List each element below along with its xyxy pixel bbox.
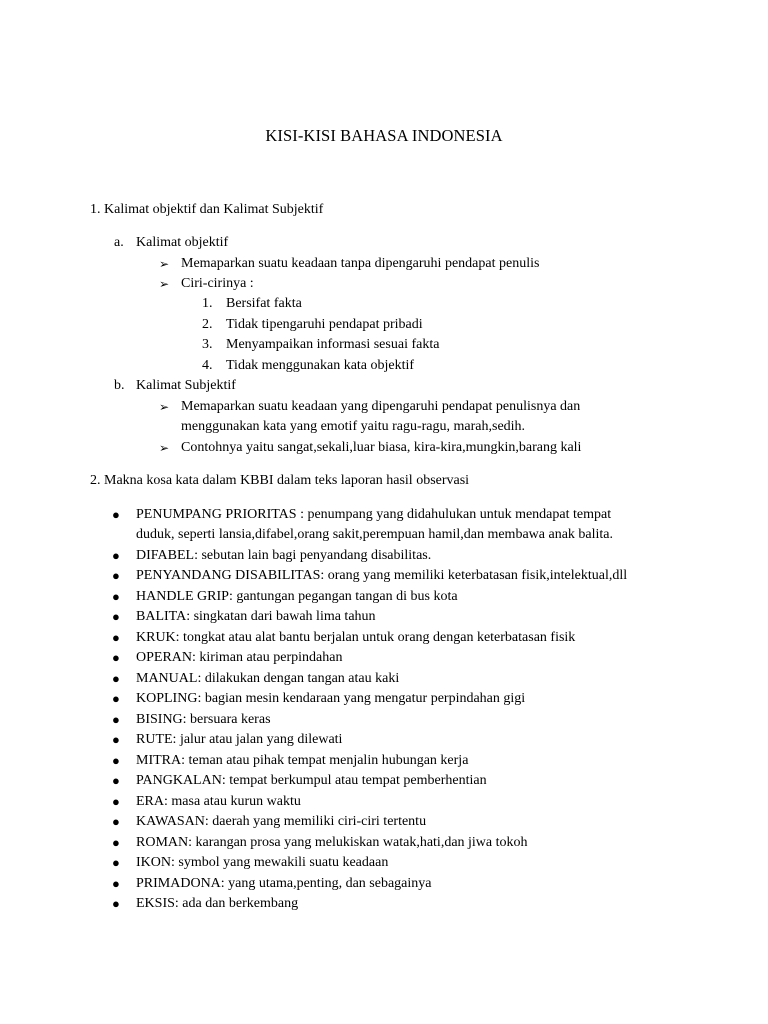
glossary-text: BISING: bersuara keras [136, 712, 271, 727]
glossary-text: ERA: masa atau kurun waktu [136, 794, 301, 809]
bullet-icon: ● [112, 568, 120, 583]
bullet-icon: ● [112, 732, 120, 747]
point-text: Memaparkan suatu keadaan yang dipengaruhi pendapat penulisnya dan [181, 399, 581, 414]
glossary-text: PANGKALAN: tempat berkumpul atau tempat pemberhentian [136, 773, 487, 788]
section-2-heading: 2. Makna kosa kata dalam KBBI dalam teks laporan hasil observasi [90, 473, 470, 488]
item-number: 1. [202, 296, 213, 311]
glossary-text: MITRA: teman atau pihak tempat menjalin hubungan kerja [136, 753, 469, 768]
item-number: 4. [202, 358, 213, 373]
list-marker: a. [114, 235, 124, 250]
bullet-icon: ● [112, 691, 120, 706]
bullet-icon: ● [112, 548, 120, 563]
bullet-icon: ● [112, 630, 120, 645]
point-text: Memaparkan suatu keadaan tanpa dipengaruhi pendapat penulis [181, 256, 540, 271]
glossary-text: KAWASAN: daerah yang memiliki ciri-ciri tertentu [136, 814, 427, 829]
arrow-bullet-icon: ➢ [159, 400, 170, 414]
page-title: KISI-KISI BAHASA INDONESIA [265, 126, 503, 145]
item-text: Tidak tipengaruhi pendapat pribadi [226, 317, 423, 332]
glossary-text: OPERAN: kiriman atau perpindahan [136, 650, 343, 665]
item-text: Menyampaikan informasi sesuai fakta [226, 337, 440, 352]
glossary-text: PENUMPANG PRIORITAS : penumpang yang didahulukan untuk mendapat tempat [136, 507, 612, 522]
item-text: Bersifat fakta [226, 296, 302, 311]
item-number: 3. [202, 337, 213, 352]
arrow-bullet-icon: ➢ [159, 257, 170, 271]
section-1-heading: 1. Kalimat objektif dan Kalimat Subjektif [90, 202, 324, 217]
bullet-icon: ● [112, 650, 120, 665]
glossary-text: PRIMADONA: yang utama,penting, dan sebagainya [136, 876, 432, 891]
bullet-icon: ● [112, 671, 120, 686]
list-item-label: Kalimat Subjektif [136, 378, 236, 393]
glossary-text: KOPLING: bagian mesin kendaraan yang mengatur perpindahan gigi [136, 691, 526, 706]
bullet-icon: ● [112, 814, 120, 829]
arrow-bullet-icon: ➢ [159, 277, 170, 291]
bullet-icon: ● [112, 712, 120, 727]
arrow-bullet-icon: ➢ [159, 441, 170, 455]
bullet-icon: ● [112, 773, 120, 788]
bullet-icon: ● [112, 835, 120, 850]
glossary-text: MANUAL: dilakukan dengan tangan atau kaki [136, 671, 400, 686]
glossary-text: EKSIS: ada dan berkembang [136, 896, 299, 911]
list-marker: b. [114, 378, 125, 393]
point-text: menggunakan kata yang emotif yaitu ragu-ragu, marah,sedih. [181, 419, 526, 434]
point-text: Contohnya yaitu sangat,sekali,luar biasa, kira-kira,mungkin,barang kali [181, 440, 582, 455]
glossary-text: IKON: symbol yang mewakili suatu keadaan [136, 855, 389, 870]
bullet-icon: ● [112, 876, 120, 891]
glossary-text: ROMAN: karangan prosa yang melukiskan watak,hati,dan jiwa tokoh [136, 835, 528, 850]
glossary-text: duduk, seperti lansia,difabel,orang sakit,perempuan hamil,dan membawa anak balita. [136, 527, 614, 542]
glossary-text: RUTE: jalur atau jalan yang dilewati [136, 732, 343, 747]
item-number: 2. [202, 317, 213, 332]
bullet-icon: ● [112, 794, 120, 809]
bullet-icon: ● [112, 855, 120, 870]
bullet-icon: ● [112, 589, 120, 604]
point-text: Ciri-cirinya : [181, 276, 254, 291]
bullet-icon: ● [112, 609, 120, 624]
glossary-text: DIFABEL: sebutan lain bagi penyandang disabilitas. [136, 548, 432, 563]
glossary-text: HANDLE GRIP: gantungan pegangan tangan di bus kota [136, 589, 458, 604]
glossary-text: BALITA: singkatan dari bawah lima tahun [136, 609, 376, 624]
bullet-icon: ● [112, 896, 120, 911]
glossary-text: KRUK: tongkat atau alat bantu berjalan untuk orang dengan keterbatasan fisik [136, 630, 576, 645]
glossary-text: PENYANDANG DISABILITAS: orang yang memiliki keterbatasan fisik,intelektual,dll [136, 568, 628, 583]
item-text: Tidak menggunakan kata objektif [226, 358, 415, 373]
bullet-icon: ● [112, 507, 120, 522]
bullet-icon: ● [112, 753, 120, 768]
list-item-label: Kalimat objektif [136, 235, 229, 250]
